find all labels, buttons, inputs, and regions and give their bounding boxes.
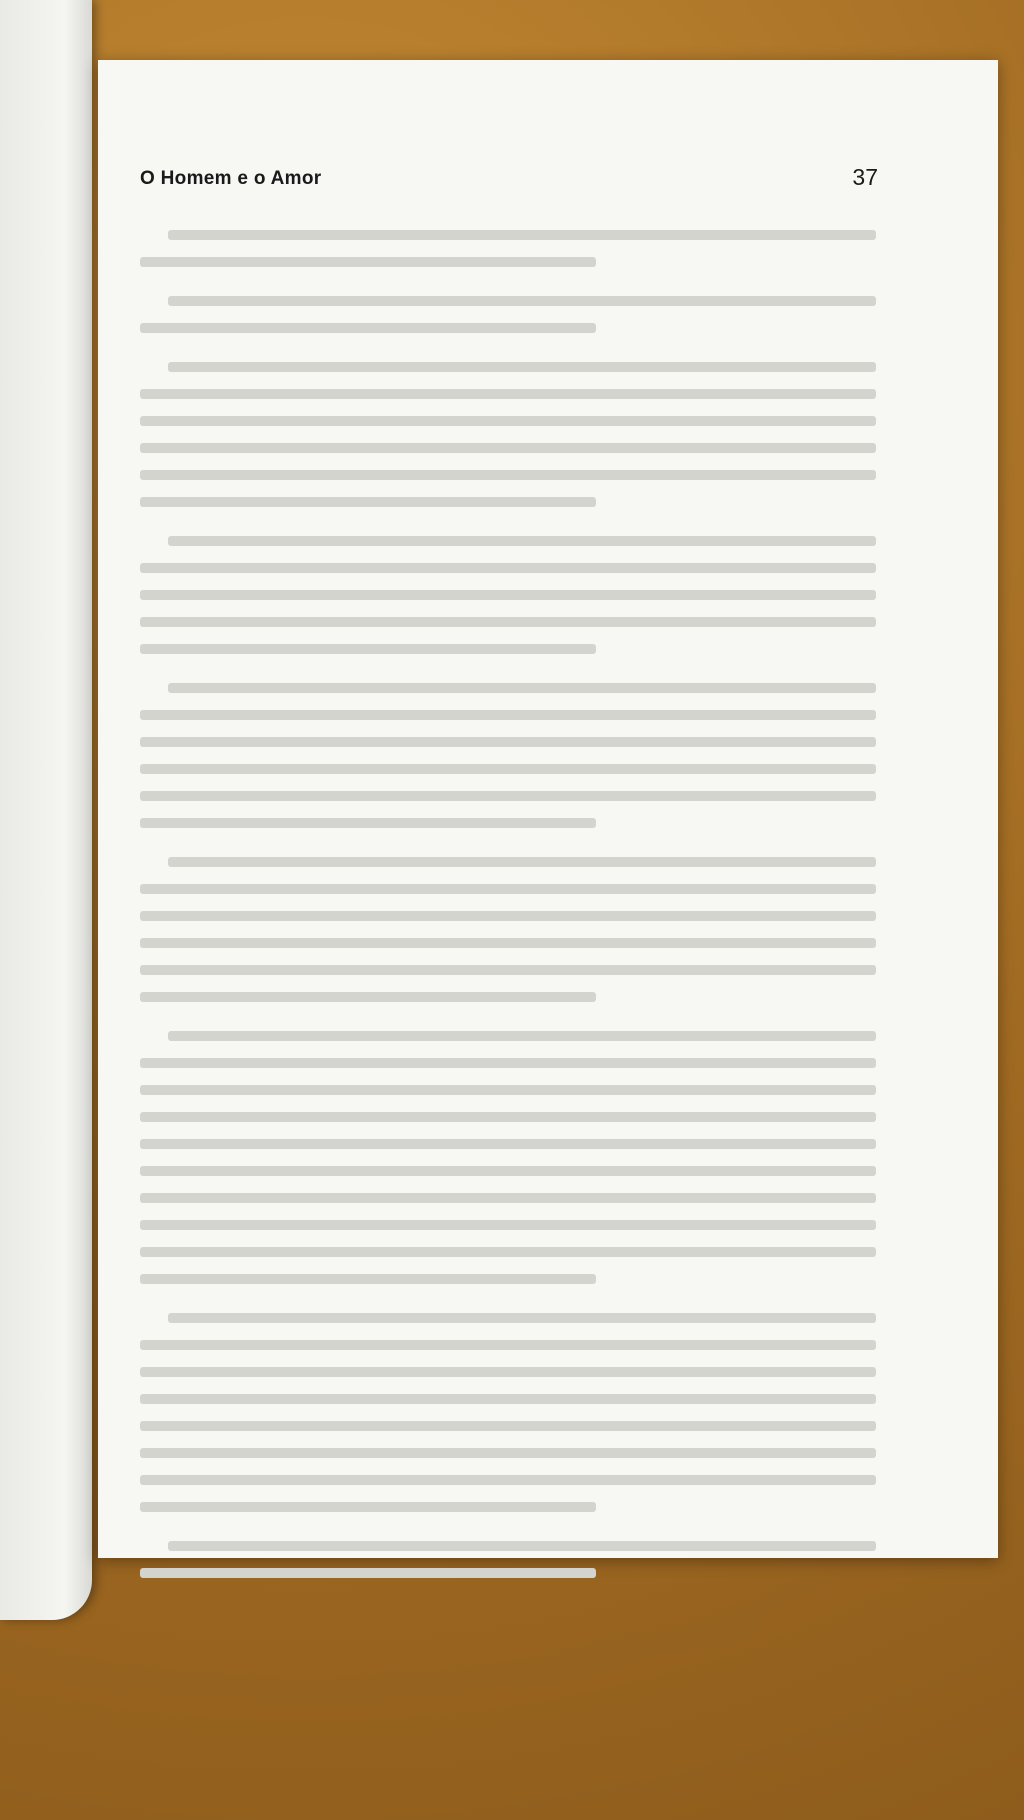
placeholder-line bbox=[168, 1031, 876, 1041]
placeholder-line bbox=[140, 644, 596, 654]
placeholder-line bbox=[168, 683, 876, 693]
placeholder-line bbox=[140, 965, 876, 975]
placeholder-line bbox=[140, 764, 876, 774]
placeholder-line bbox=[140, 1058, 876, 1068]
placeholder-line bbox=[140, 992, 596, 1002]
placeholder-line bbox=[140, 791, 876, 801]
placeholder-line bbox=[140, 563, 876, 573]
placeholder-line bbox=[168, 1313, 876, 1323]
placeholder-line bbox=[168, 857, 876, 867]
left-page-edge bbox=[0, 0, 92, 1620]
placeholder-line bbox=[140, 497, 596, 507]
placeholder-line bbox=[140, 1475, 876, 1485]
placeholder-line bbox=[140, 1247, 876, 1257]
placeholder-line bbox=[140, 416, 876, 426]
paragraph-gap bbox=[140, 524, 876, 536]
placeholder-line bbox=[140, 443, 876, 453]
placeholder-line bbox=[140, 1448, 876, 1458]
paragraph-gap bbox=[140, 845, 876, 857]
placeholder-line bbox=[140, 470, 876, 480]
placeholder-line bbox=[140, 1166, 876, 1176]
book-page bbox=[98, 60, 998, 1558]
placeholder-line bbox=[140, 1085, 876, 1095]
placeholder-line bbox=[140, 710, 876, 720]
placeholder-line bbox=[140, 1193, 876, 1203]
page-number: 37 bbox=[852, 164, 878, 190]
paragraph-gap bbox=[140, 1019, 876, 1031]
placeholder-line bbox=[140, 1421, 876, 1431]
placeholder-line bbox=[140, 590, 876, 600]
placeholder-line bbox=[140, 617, 876, 627]
placeholder-line bbox=[140, 938, 876, 948]
placeholder-line bbox=[140, 1274, 596, 1284]
body-text-placeholder bbox=[140, 230, 876, 1530]
placeholder-line bbox=[140, 818, 596, 828]
placeholder-line bbox=[140, 1394, 876, 1404]
placeholder-line bbox=[140, 1220, 876, 1230]
placeholder-line bbox=[168, 1541, 876, 1551]
running-head: O Homem e o Amor bbox=[140, 168, 322, 189]
placeholder-line bbox=[140, 1112, 876, 1122]
placeholder-line bbox=[168, 296, 876, 306]
placeholder-line bbox=[140, 1340, 876, 1350]
paragraph-gap bbox=[140, 1301, 876, 1313]
paragraph-gap bbox=[140, 350, 876, 362]
placeholder-line bbox=[140, 257, 596, 267]
placeholder-line bbox=[140, 1139, 876, 1149]
paragraph-gap bbox=[140, 671, 876, 683]
placeholder-line bbox=[140, 323, 596, 333]
placeholder-line bbox=[168, 230, 876, 240]
placeholder-line bbox=[140, 389, 876, 399]
placeholder-line bbox=[168, 536, 876, 546]
placeholder-line bbox=[168, 362, 876, 372]
placeholder-line bbox=[140, 1367, 876, 1377]
placeholder-line bbox=[140, 1502, 596, 1512]
placeholder-line bbox=[140, 911, 876, 921]
placeholder-line bbox=[140, 1568, 596, 1578]
placeholder-line bbox=[140, 884, 876, 894]
paragraph-gap bbox=[140, 284, 876, 296]
paragraph-gap bbox=[140, 1529, 876, 1541]
placeholder-line bbox=[140, 737, 876, 747]
